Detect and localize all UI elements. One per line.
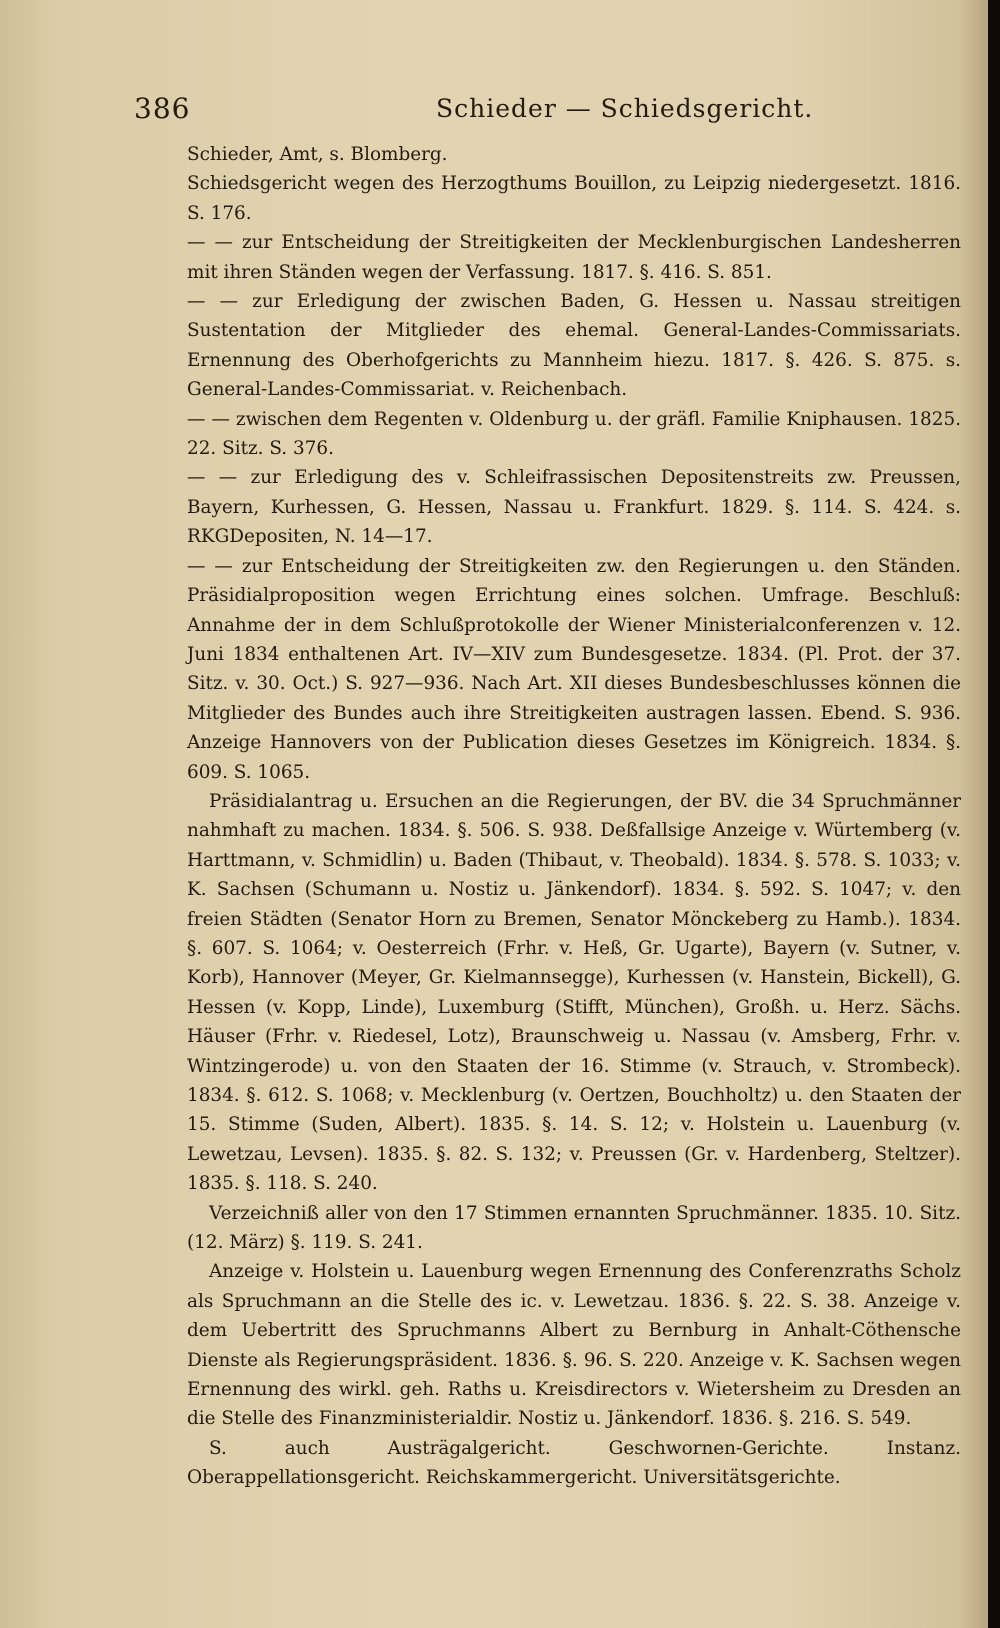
index-subentry: — — zwischen dem Regenten v. Oldenburg u. der gräfl. Familie Kniphausen. 1825. 22. Sitz. S. 376. (187, 408, 961, 460)
page-number: 386 (134, 92, 191, 125)
index-body (187, 140, 961, 1493)
index-paragraph: Präsidialantrag u. Ersuchen an die Regierungen, der BV. die 34 Spruchmänner nahmhaft zu machen. 1834. §. 506. S. 938. Deßfallsige Anzeige v. Würtemberg (v. Harttmann, v. Schmidlin) u. Baden (Thibaut, v. Theobald). 1834. §. 578. S. 1033; v. K. Sachsen (Schumann u. Nostiz u. Jänkendorf). 1834. §. 592. S. 1047; v. den freien Städten (Senator Horn zu Bremen, Senator Mönckeberg zu Hamb.). 1834. §. 607. S. 1064; v. Oesterreich (Frhr. v. Heß, Gr. Ugarte), Bayern (v. Sutner, v. Korb), Hannover (Meyer, Gr. Kielmannsegge), Kurhessen (v. Hanstein, Bickell), G. Hessen (v. Kopp, Linde), Luxemburg (Stifft, München), Großh. u. Herz. Sächs. Häuser (Frhr. v. Riedesel, Lotz), Braunschweig u. Nassau (v. Amsberg, Frhr. v. Wintzingerode) u. von den Staaten der 16. Stimme (v. Strauch, v. Strombeck). 1834. §. 612. S. 1068; v. Mecklenburg (v. Oertzen, Bouchholtz) u. den Staaten der 15. Stimme (Suden, Albert). 1835. §. 14. S. 12; v. Holstein u. Lauenburg (v. Lewetzau, Levsen). 1835. §. 82. S. 132; v. Preussen (Gr. v. Hardenberg, Steltzer). 1835. §. 118. S. 240. (187, 790, 961, 1195)
book-spine-shadow (988, 0, 1000, 1628)
page-header (134, 92, 894, 130)
index-subentry: — — zur Entscheidung der Streitigkeiten zw. den Regierungen u. den Ständen. Präsidialproposition wegen Errichtung eines solchen. Umfrage. Beschluß: Annahme der in dem Schlußprotokolle der Wiener Ministerialconferenzen v. 12. Juni 1834 enthaltenen Art. IV—XIV zum Bundesgesetze. 1834. (Pl. Prot. der 37. Sitz. v. 30. Oct.) S. 927—936. Nach Art. XII dieses Bundesbeschlusses können die Mitglieder des Bundes auch ihre Streitigkeiten austragen lassen. Ebend. S. 936. Anzeige Hannovers von der Publication dieses Gesetzes im Königreich. 1834. §. 609. S. 1065. (187, 555, 961, 783)
index-subentry: — — zur Erledigung der zwischen Baden, G. Hessen u. Nassau streitigen Sustentation der Mitglieder des ehemal. General-Landes-Commissariats. Ernennung des Oberhofgerichts zu Mannheim hiezu. 1817. §. 426. S. 875. s. General-Landes-Commissariat. v. Reichenbach. (187, 291, 961, 401)
running-head: Schieder — Schiedsgericht. (436, 94, 814, 123)
index-paragraph: Anzeige v. Holstein u. Lauenburg wegen Ernennung des Conferenzraths Scholz als Spruchmann an die Stelle des ic. v. Lewetzau. 1836. §. 22. S. 38. Anzeige v. dem Uebertritt des Spruchmanns Albert zu Bernburg in Anhalt-Cöthensche Dienste als Regierungspräsident. 1836. §. 96. S. 220. Anzeige v. K. Sachsen wegen Ernennung des wirkl. geh. Raths u. Kreisdirectors v. Wietersheim zu Dresden an die Stelle des Finanzministerialdir. Nostiz u. Jänkendorf. 1836. §. 216. S. 549. (187, 1261, 961, 1430)
index-entry: Schiedsgericht wegen des Herzogthums Bouillon, zu Leipzig niedergesetzt. 1816. S. 176. (187, 173, 961, 224)
index-subentry: — — zur Erledigung des v. Schleifrassischen Depositenstreits zw. Preussen, Bayern, Kurhessen, G. Hessen, Nassau u. Frankfurt. 1829. §. 114. S. 424. s. RKGDepositen, N. 14—17. (187, 467, 961, 548)
see-also-paragraph: S. auch Austrägalgericht. Geschwornen-Gerichte. Instanz. Oberappellationsgericht. Reichskammergericht. Universitätsgerichte. (187, 1437, 961, 1489)
index-paragraph: Verzeichniß aller von den 17 Stimmen ernannten Spruchmänner. 1835. 10. Sitz. (12. März) §. 119. S. 241. (187, 1202, 961, 1254)
index-entry: Schieder, Amt, s. Blomberg. (187, 144, 448, 165)
index-subentry: — — zur Entscheidung der Streitigkeiten der Mecklenburgischen Landesherren mit ihren Ständen wegen der Verfassung. 1817. §. 416. S. 851. (187, 232, 961, 283)
